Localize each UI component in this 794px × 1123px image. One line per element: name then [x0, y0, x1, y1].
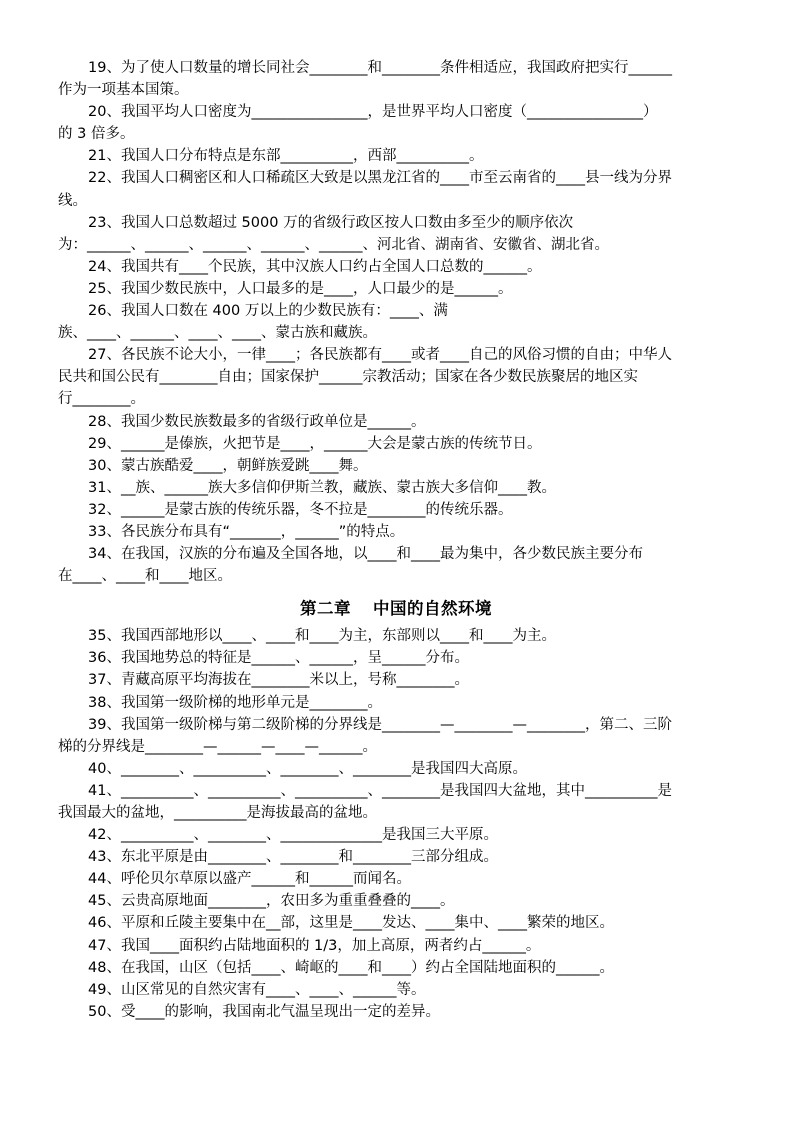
q31: 31、__族、______族大多信仰伊斯兰教，藏族、蒙古族大多信仰____教。 — [88, 479, 556, 496]
q23-line1: 23、我国人口总数超过 5000 万的省级行政区按人口数由多至少的顺序依次 — [88, 214, 574, 231]
q42: 42、__________、________、______________是我国三大平原。 — [88, 827, 498, 844]
document-page — [58, 57, 734, 1023]
q27-line1: 27、各民族不论大小，一律____；各民族都有____或者____自己的风俗习惯的自由；中华人 — [88, 347, 672, 364]
q50: 50、受____的影响，我国南北气温呈现出一定的差异。 — [88, 1003, 440, 1020]
q26-line2: 族、____、______、____、____、蒙古族和藏族。 — [58, 325, 377, 342]
q43: 43、东北平原是由________、________和________三部分组成。 — [88, 849, 498, 866]
q40: 40、________、__________、________、________是我国四大高原。 — [88, 760, 527, 777]
q24: 24、我国共有____个民族，其中汉族人口约占全国人口总数的______。 — [88, 258, 542, 275]
q25: 25、我国少数民族中，人口最多的是____，人口最少的是______。 — [88, 280, 513, 297]
q22-line1: 22、我国人口稠密区和人口稀疏区大致是以黑龙江省的____市至云南省的____县一线为分界 — [88, 170, 672, 187]
q41-line2: 我国最大的盆地，__________是海拔最高的盆地。 — [58, 805, 377, 821]
q27-line3: 行________。 — [58, 391, 145, 408]
q48: 48、在我国，山区（包括____、崎岖的____和____）约占全国陆地面积的______。 — [88, 959, 614, 976]
chapter-title: 中国的自然环境 — [373, 599, 492, 619]
q23-line2: 为：______、______、______、______、______、河北省、湖南省、安徽省、湖北省。 — [58, 236, 609, 253]
q20-line1: 20、我国平均人口密度为________________，是世界平均人口密度（________________） — [88, 104, 658, 121]
q39-line2: 梯的分界线是________—______—____—______。 — [58, 738, 377, 755]
q28: 28、我国少数民族数最多的省级行政单位是______。 — [88, 413, 426, 430]
q39-line1: 39、我国第一级阶梯与第二级阶梯的分界线是________—________—________，第二、三阶 — [88, 716, 672, 733]
q22-line2: 线。 — [58, 192, 87, 209]
q30: 30、蒙古族酷爱____，朝鲜族爱跳____舞。 — [88, 457, 368, 474]
q49: 49、山区常见的自然灾害有____、____、______等。 — [88, 981, 426, 998]
q21: 21、我国人口分布特点是东部__________，西部__________。 — [88, 148, 484, 165]
q35: 35、我国西部地形以____、____和____为主，东部则以____和____为主。 — [88, 628, 556, 645]
q19-line2: 作为一项基本国策。 — [58, 82, 189, 99]
q34-line1: 34、在我国，汉族的分布遍及全国各地，以____和____最为集中，各少数民族主要分布 — [88, 546, 643, 563]
q26-line1: 26、我国人口数在 400 万以上的少数民族有：____、满 — [88, 303, 448, 320]
q47: 47、我国____面积约占陆地面积的 1/3，加上高原，两者约占______。 — [88, 937, 541, 954]
q45: 45、云贵高原地面________，农田多为重重叠叠的____。 — [88, 893, 455, 910]
chapter-number: 第二章 — [300, 599, 351, 619]
q36: 36、我国地势总的特征是______、______，呈______分布。 — [88, 650, 469, 667]
q32: 32、______是蒙古族的传统乐器，冬不拉是________的传统乐器。 — [88, 501, 513, 518]
q38: 38、我国第一级阶梯的地形单元是________。 — [88, 694, 382, 711]
q19-line1: 19、为了使人口数量的增长同社会________和________条件相适应，我国政府把实行______ — [88, 60, 672, 76]
q41-line1: 41、__________、__________、__________、________是我国四大盆地，其中__________是 — [88, 782, 672, 799]
q46: 46、平原和丘陵主要集中在__部，这里是____发达、____集中、____繁荣的地区。 — [88, 915, 614, 932]
q37: 37、青藏高原平均海拔在________米以上，号称________。 — [88, 672, 469, 689]
q33: 33、各民族分布具有“_______，______”的特点。 — [88, 523, 405, 540]
q34-line2: 在____、____和____地区。 — [58, 568, 232, 585]
q44: 44、呼伦贝尔草原以盛产______和______而闻名。 — [88, 871, 411, 888]
q29: 29、______是傣族，火把节是____，______大会是蒙古族的传统节日。 — [88, 435, 542, 452]
chapter-heading — [58, 587, 734, 625]
q27-line2: 民共和国公民有________自由；国家保护______宗教活动；国家在各少数民族聚居的地区实 — [58, 369, 638, 386]
q20-line2: 的 3 倍多。 — [58, 126, 135, 143]
